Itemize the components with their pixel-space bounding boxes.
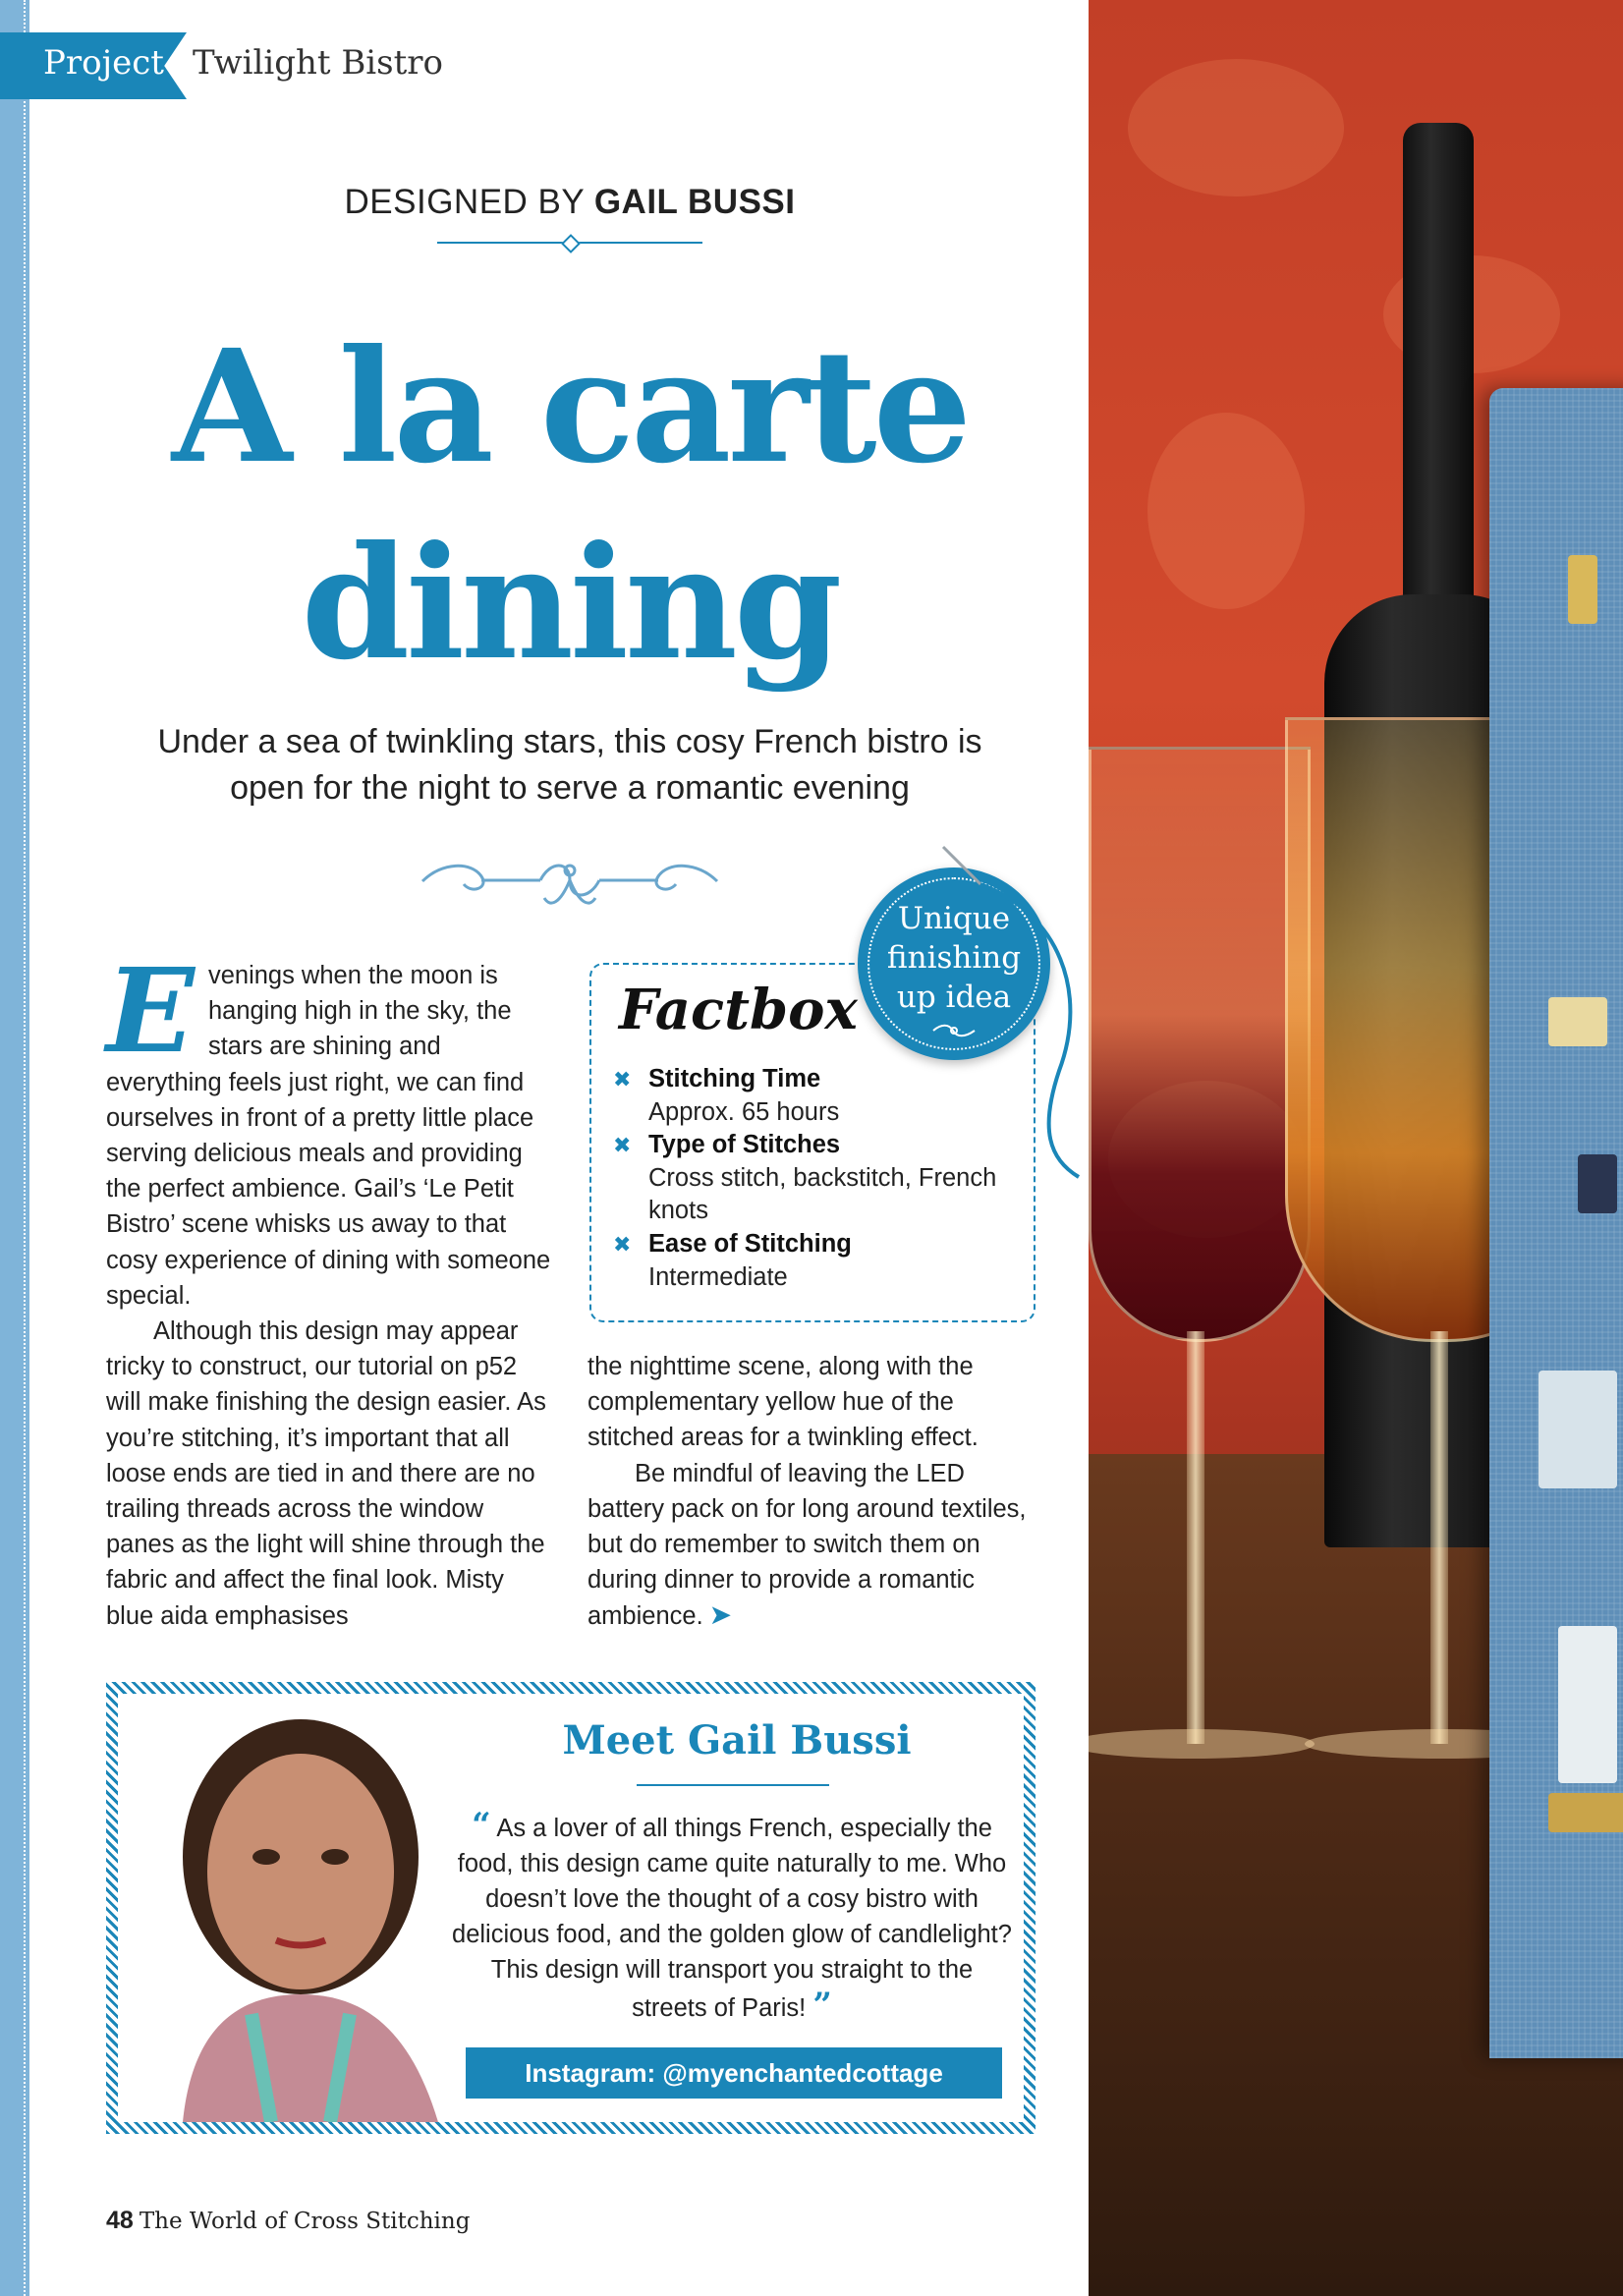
page-number: 48 (106, 2207, 134, 2234)
stitch-motif (1578, 1154, 1617, 1213)
body-column-2 (588, 1349, 1039, 1635)
drop-cap: E (106, 942, 195, 1079)
designer-name: GAIL BUSSI (593, 183, 796, 221)
cross-marker-icon: ✖ (613, 1133, 632, 1157)
fact-value: Intermediate (648, 1262, 788, 1291)
stitch-motif (1558, 1626, 1617, 1783)
badge-line-3: up idea (896, 980, 1012, 1015)
meet-rule (637, 1784, 829, 1786)
fact-label: Ease of Stitching (648, 1230, 852, 1258)
body-paragraph: the nighttime scene, along with the complementary yellow hue of the stitched areas for a twinkling effect. (588, 1353, 979, 1452)
badge-line-1: Unique (897, 901, 1011, 936)
standfirst-line-1: Under a sea of twinkling stars, this cosy French bistro is (157, 723, 982, 760)
quote-text: As a lover of all things French, especially the food, this design came quite naturally to me. Who doesn’t love the thought of a cosy bistro with delicious food, and the golden glow of candlelight? This design will transport you straight to the streets of Paris! (452, 1815, 1012, 2022)
fact-value: Cross stitch, backstitch, French knots (648, 1163, 997, 1224)
folio (106, 2207, 470, 2235)
wall-texture (1128, 59, 1344, 196)
wine-glass-left (1089, 747, 1311, 1342)
glass-stem-left (1187, 1331, 1204, 1744)
section-subject: Twilight Bistro (193, 43, 444, 83)
designer-portrait (114, 1660, 487, 2122)
fact-item (613, 1228, 1006, 1294)
magazine-name: The World of Cross Stitching (139, 2209, 471, 2234)
body-paragraph (588, 1456, 1039, 1635)
instagram-handle[interactable]: Instagram: @myenchantedcottage (466, 2047, 1002, 2099)
bottle-neck (1403, 123, 1474, 634)
factbox-title: Factbox (619, 978, 858, 1042)
body-column-1 (106, 942, 558, 1634)
badge-line-2: finishing (886, 940, 1022, 976)
open-quote-icon: “ (472, 1806, 491, 1845)
meet-title: Meet Gail Bussi (562, 1717, 912, 1764)
stitch-motif (1548, 997, 1607, 1046)
wall-texture (1147, 413, 1305, 609)
cross-marker-icon: ✖ (613, 1232, 632, 1257)
designer-credit (29, 183, 1110, 222)
flourish-ornament (413, 847, 727, 916)
section-label: Project (43, 43, 164, 83)
standfirst-line-2: open for the night to serve a romantic evening (230, 769, 910, 807)
fact-value: Approx. 65 hours (648, 1097, 840, 1126)
cross-stitch-panel (1489, 388, 1623, 2058)
close-quote-icon: ” (812, 1986, 832, 2025)
photo-panel (1089, 0, 1623, 2296)
end-mark-icon: ➤ (708, 1599, 733, 1631)
body-paragraph (106, 942, 558, 1314)
stitch-motif (1568, 555, 1597, 624)
rule-diamond (561, 234, 581, 253)
stitch-motif (1548, 1793, 1623, 1832)
title-line-1: A la carte (171, 316, 969, 498)
designer-prefix: DESIGNED BY (344, 183, 585, 221)
paragraph-text: Be mindful of leaving the LED battery pack on for long around textiles, but do remember to switch them on during dinner to provide a romantic ambience. (588, 1459, 1027, 1631)
body-paragraph: Although this design may appear tricky to construct, our tutorial on p52 will make finishing the design easier. As you’re stitching, it’s important that all loose ends are tied in and there are no trailing threads across the window panes as the light will shine through the fabric and affect the final look. Misty blue aida emphasises (106, 1317, 546, 1630)
glass-stem-right (1430, 1331, 1448, 1744)
edge-strip (0, 0, 29, 2296)
stitch-motif (1539, 1371, 1617, 1488)
paragraph-text: venings when the moon is hanging high in the sky, the stars are shining and everything feels just right, we can find ourselves in front of a pretty little place serving delicious meals and providing the perfect ambience. Gail’s ‘Le Petit Bistro’ scene whisks us away to that cosy experience of dining with someone special. (106, 962, 551, 1310)
cross-marker-icon: ✖ (613, 1067, 632, 1092)
article-title (29, 309, 1110, 702)
designer-quote (452, 1808, 1012, 2026)
fact-label: Type of Stitches (648, 1131, 841, 1158)
title-line-2: dining (301, 513, 839, 695)
standfirst (118, 719, 1022, 812)
needle-thread-icon (941, 845, 1108, 1179)
fact-label: Stitching Time (648, 1065, 821, 1092)
